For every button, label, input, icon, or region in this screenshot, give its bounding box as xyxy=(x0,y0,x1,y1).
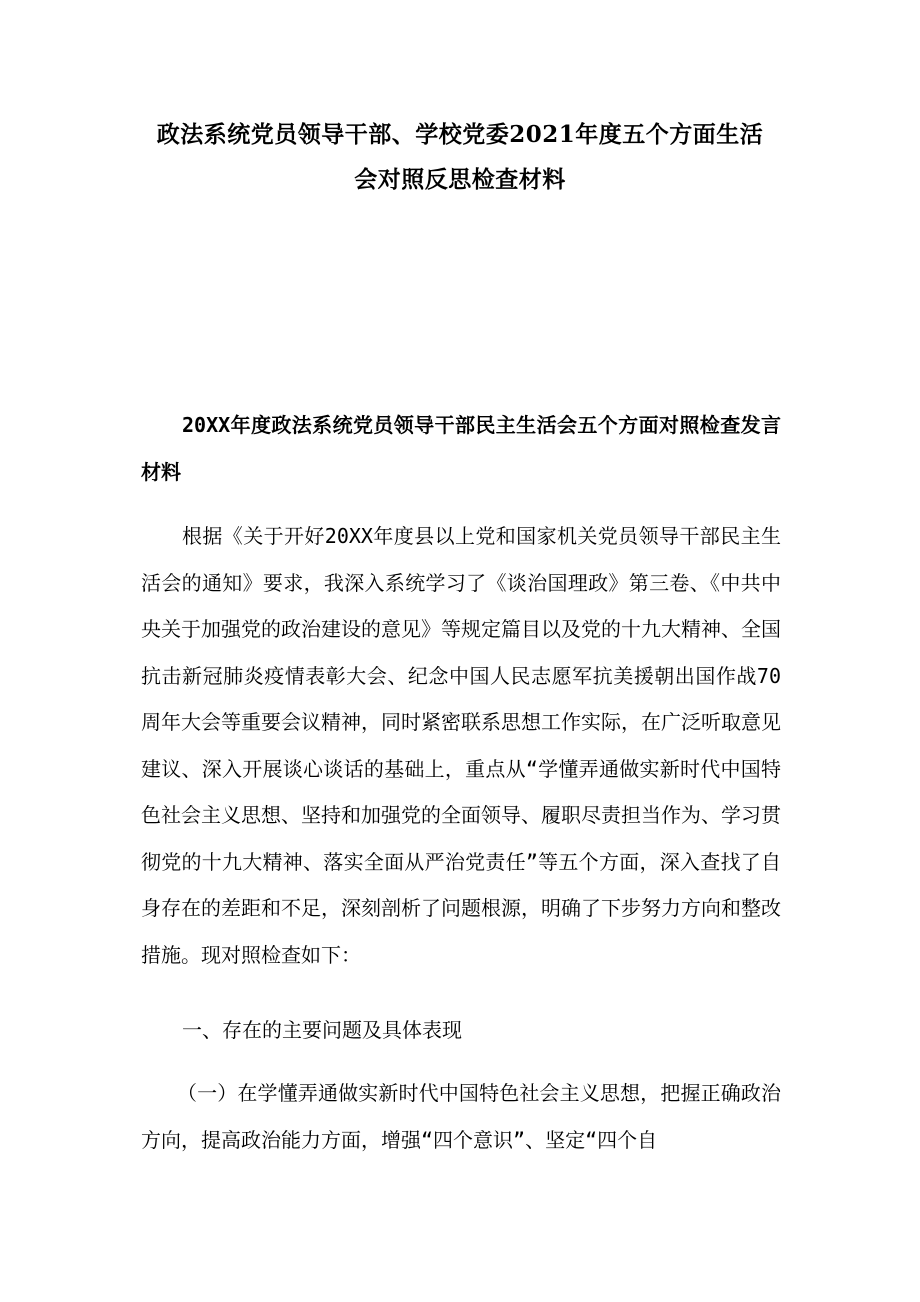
intro-paragraph: 根据《关于开好20XX年度县以上党和国家机关党员领导干部民主生活会的通知》要求，我深入系统学习了《谈治国理政》第三卷、《中共中央关于加强党的政治建设的意见》等规定篇目以及党的十九大精神、全国抗击新冠肺炎疫情表彰大会、纪念中国人民志愿军抗美援朝出国作战70周年大会等重要会议精神，同时紧密联系思想工作实际，在广泛听取意见建议、深入开展谈心谈话的基础上，重点从“学懂弄通做实新时代中国特色社会主义思想、坚持和加强党的全面领导、履职尽责担当作为、学习贯彻党的十九大精神、落实全面从严治党责任”等五个方面，深入查找了自身存在的差距和不足，深刻剖析了问题根源，明确了下步努力方向和整改措施。现对照检查如下： xyxy=(141,524,781,967)
document-title xyxy=(138,112,782,202)
document-title-line-2: 会对照反思检查材料 xyxy=(354,166,566,193)
speech-subtitle: 20XX年度政法系统党员领导干部民主生活会五个方面对照检查发言材料 xyxy=(141,413,781,484)
document-title-line-1: 政法系统党员领导干部、学校党委2021年度五个方面生活 xyxy=(156,121,764,148)
subsection-paragraph-1: （一）在学懂弄通做实新时代中国特色社会主义思想，把握正确政治方向，提高政治能力方面，增强“四个意识”、坚定“四个自 xyxy=(141,1081,781,1152)
section-heading-1: 一、存在的主要问题及具体表现 xyxy=(182,1018,462,1042)
